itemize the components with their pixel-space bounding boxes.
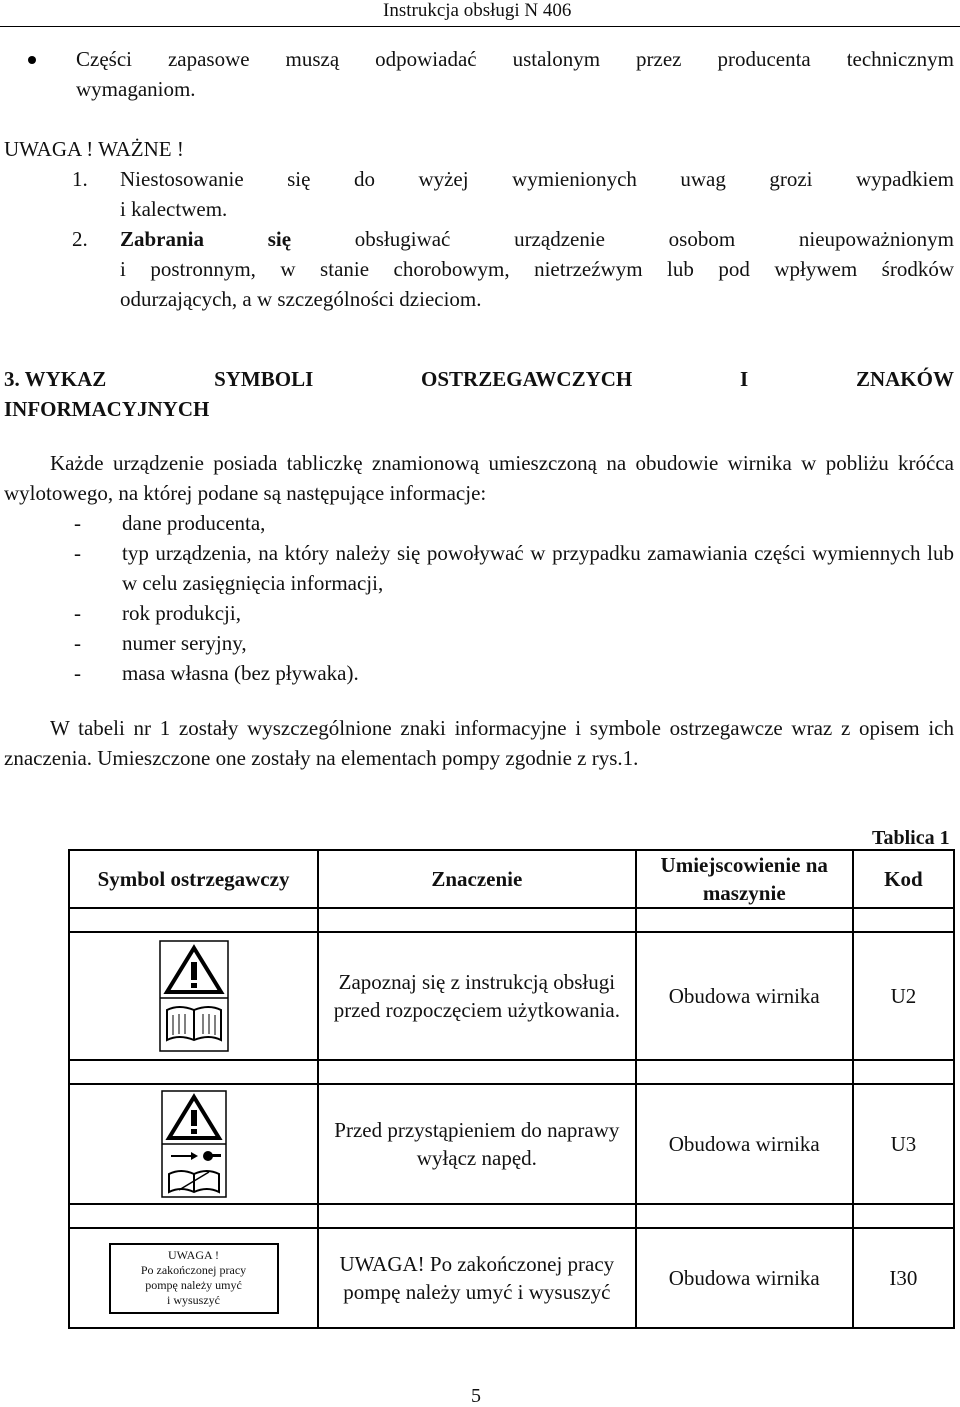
label-line: i wysuszyć: [167, 1292, 221, 1307]
list-item: - numer seryjny,: [74, 631, 247, 655]
meaning-cell: Przed przystąpieniem do naprawy wyłącz napęd.: [318, 1084, 636, 1204]
warning-item-text: i kalectwem.: [120, 197, 228, 221]
label-title: UWAGA !: [168, 1247, 220, 1262]
bullet-item: [22, 44, 954, 104]
header-code: Kod: [853, 850, 954, 908]
section-word: SYMBOLI: [214, 367, 314, 391]
label-cell: [69, 1228, 318, 1328]
meaning-cell: Zapoznaj się z instrukcją obsługi przed rozpoczęciem użytkowania.: [318, 932, 636, 1060]
location-cell: Obudowa wirnika: [636, 1228, 853, 1328]
code-cell: U2: [853, 932, 954, 1060]
warning-title: UWAGA ! WAŻNE !: [4, 137, 184, 161]
bullet-line-1: Części zapasowe muszą odpowiadać ustalonym przez producenta technicznym: [76, 47, 954, 71]
meaning-cell: UWAGA! Po zakończonej pracy pompę należy umyć i wysuszyć: [318, 1228, 636, 1328]
warning-bold-text: Zabrania się: [120, 227, 292, 251]
label-line: pompę należy umyć: [145, 1277, 242, 1292]
intro-paragraph: Każde urządzenie posiada tabliczkę znamionową umieszczoną na obudowie wirnika w pobliżu króćca wylotowego, na której podane są następujące informacje:: [4, 451, 954, 505]
page-number: 5: [471, 1385, 481, 1407]
warning-disconnect-icon: [69, 1084, 318, 1204]
location-cell: Obudowa wirnika: [636, 1084, 853, 1204]
section-word: OSTRZEGAWCZYCH: [421, 367, 633, 391]
header-symbol: Symbol ostrzegawczy: [69, 850, 318, 908]
warning-item-text: odurzających, a w szczególności dzieciom.: [120, 287, 482, 311]
header-meaning: Znaczenie: [318, 850, 636, 908]
code-cell: I30: [853, 1228, 954, 1328]
section-word: ZNAKÓW: [855, 367, 954, 391]
warning-item-text: Niestosowanie się do wyżej wymienionych uwag grozi wypadkiem: [120, 167, 954, 191]
section-word: I: [740, 367, 749, 391]
warning-item-number: 2.: [72, 227, 88, 251]
warning-item-2: [72, 224, 954, 314]
table-intro-paragraph: W tabeli nr 1 zostały wyszczególnione znaki informacyjne i symbole ostrzegawcze wraz z opisem ich znaczenia. Umieszczone one zostały na elementach pompy zgodnie z rys.1.: [4, 716, 954, 770]
page-header: [0, 0, 960, 27]
label-line: Po zakończonej pracy: [140, 1262, 247, 1277]
table-caption: Tablica 1: [872, 827, 950, 849]
table-row: [69, 932, 954, 1060]
location-cell: Obudowa wirnika: [636, 932, 853, 1060]
bullet-dot-icon: [28, 56, 36, 64]
section-number: 3. WYKAZ: [4, 367, 107, 391]
table-row: [69, 1084, 954, 1204]
list-item: - dane producenta,: [74, 511, 266, 535]
bullet-line-2: wymaganiom.: [76, 77, 196, 101]
table-header-row: [69, 850, 954, 908]
table-row: [69, 1228, 954, 1328]
warning-list: [72, 164, 954, 314]
warning-item-number: 1.: [72, 167, 88, 191]
info-list: [74, 508, 954, 688]
section-heading: [4, 364, 954, 424]
warning-item-1: [72, 164, 954, 224]
warning-item-text: obsługiwać urządzenie osobom nieupoważnionym: [291, 227, 955, 251]
list-item: - masa własna (bez pływaka).: [74, 661, 359, 685]
header-title: Instrukcja obsługi N 406: [383, 0, 572, 21]
warning-item-text: [120, 224, 954, 254]
section-heading-line-2: INFORMACYJNYCH: [4, 397, 210, 421]
code-cell: U3: [853, 1084, 954, 1204]
intro-block: [4, 448, 954, 688]
symbols-table: [68, 849, 955, 1329]
warning-manual-icon: [69, 932, 318, 1060]
warning-item-text: i postronnym, w stanie chorobowym, nietrzeźwym lub pod wpływem środków: [120, 257, 954, 281]
list-item: - rok produkcji,: [74, 601, 241, 625]
list-item: - typ urządzenia, na który należy się powoływać w przypadku zamawiania części wymiennych lub w celu zasięgnięcia informacji,: [74, 541, 954, 595]
header-location: Umiejscowienie na maszynie: [636, 850, 853, 908]
label-box: [109, 1243, 279, 1314]
